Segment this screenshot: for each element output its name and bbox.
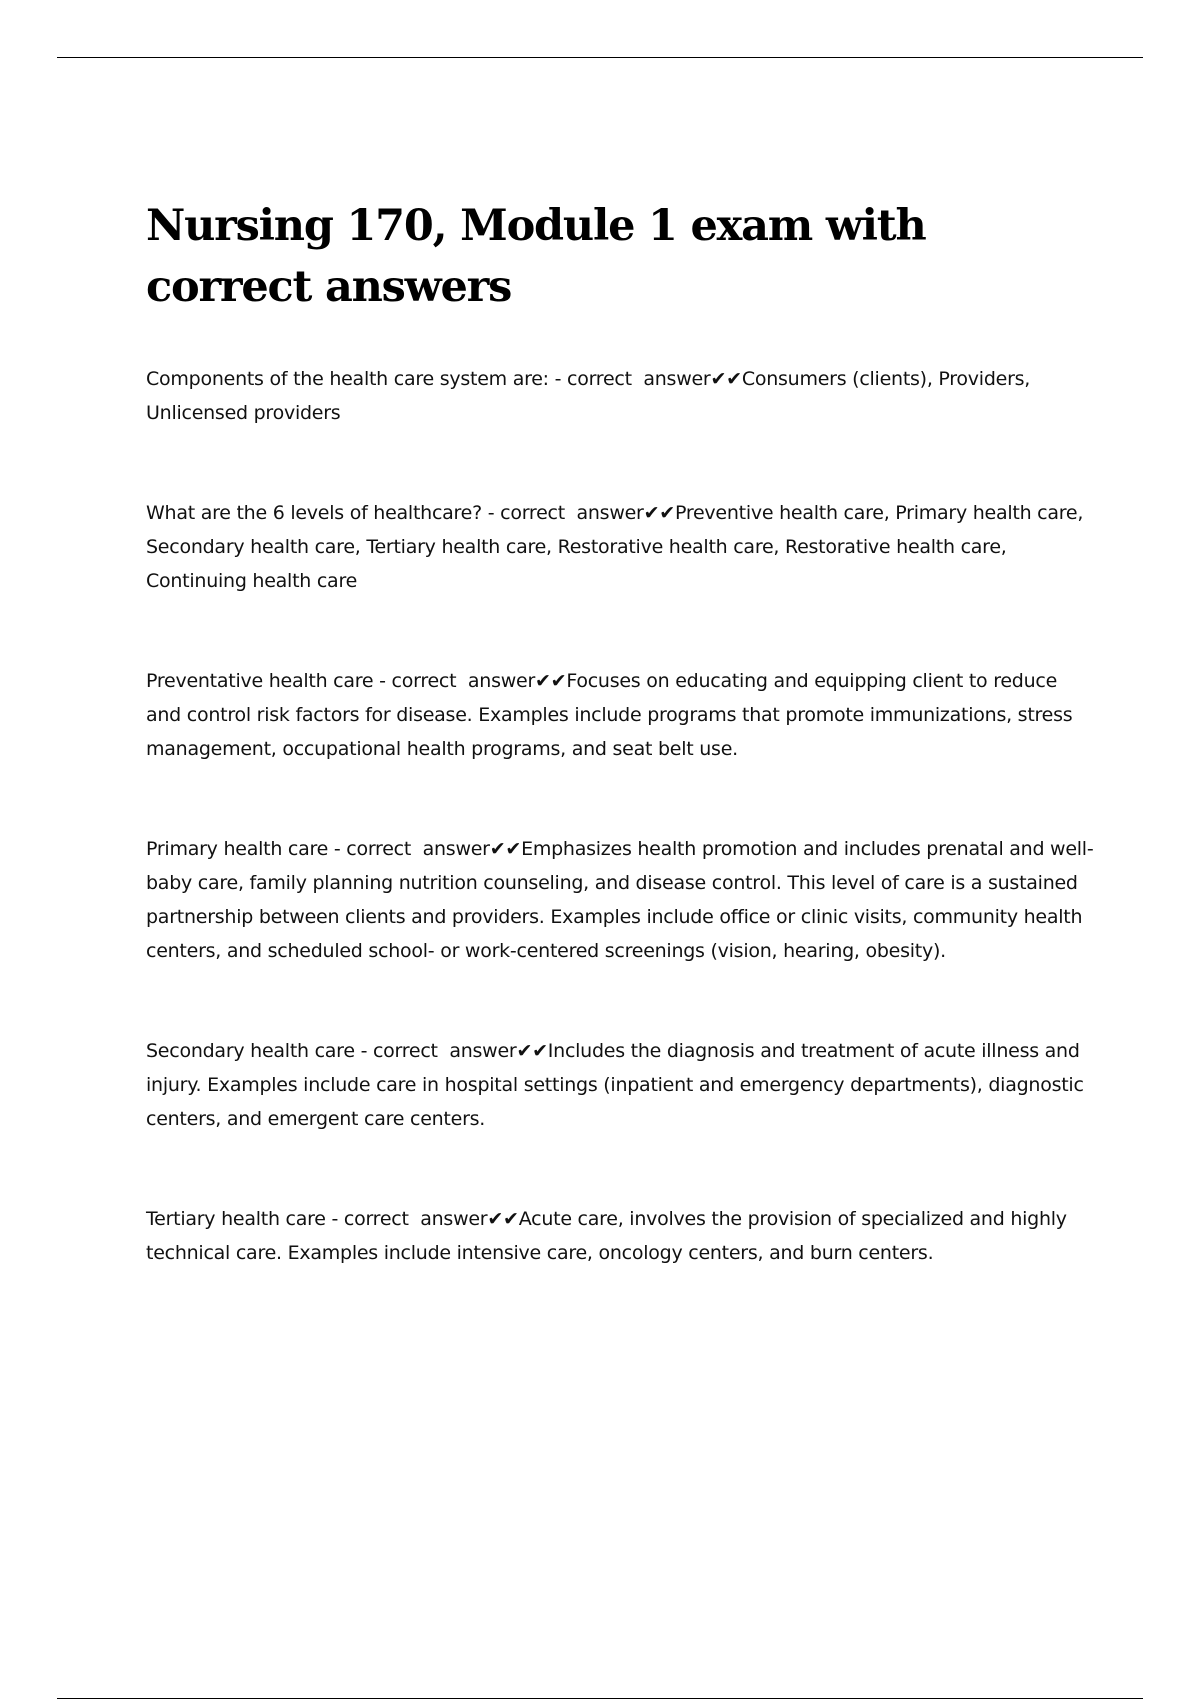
question-text: Preventative health care bbox=[146, 670, 374, 692]
correct-answer-marker: - correct answer✔✔ bbox=[328, 838, 522, 860]
qa-list bbox=[146, 362, 1096, 1270]
answer-text: Focuses on educating and equipping client to reduce and control risk factors for disease. Examples include programs that promote immunizations, stress management, occupational health programs, and seat belt use. bbox=[146, 670, 1073, 760]
answer-text: Includes the diagnosis and treatment of acute illness and injury. Examples include care in hospital settings (inpatient and emergency departments), diagnostic centers, and emergent care centers. bbox=[146, 1040, 1084, 1130]
question-text: Primary health care bbox=[146, 838, 329, 860]
answer-text: Emphasizes health promotion and includes prenatal and well-baby care, family planning nutrition counseling, and disease control. This level of care is a sustained partnership between clients and providers. Examples include office or clinic visits, community health centers, and scheduled school- or work-centered screenings (vision, hearing, obesity). bbox=[146, 838, 1094, 962]
correct-answer-marker: - correct answer✔✔ bbox=[481, 502, 675, 524]
question-text: What are the 6 levels of healthcare? bbox=[146, 502, 482, 524]
qa-item bbox=[146, 362, 1096, 430]
qa-item bbox=[146, 1034, 1096, 1136]
qa-item bbox=[146, 496, 1096, 598]
correct-answer-marker: - correct answer✔✔ bbox=[325, 1208, 519, 1230]
correct-answer-marker: - correct answer✔✔ bbox=[354, 1040, 548, 1062]
question-text: Components of the health care system are: bbox=[146, 368, 549, 390]
correct-answer-marker: - correct answer✔✔ bbox=[548, 368, 742, 390]
qa-item bbox=[146, 664, 1096, 766]
bottom-rule bbox=[57, 1698, 1143, 1699]
correct-answer-marker: - correct answer✔✔ bbox=[373, 670, 567, 692]
document-body bbox=[146, 196, 1096, 1336]
question-text: Secondary health care bbox=[146, 1040, 355, 1062]
qa-item bbox=[146, 1202, 1096, 1270]
answer-text: Consumers (clients), Providers, Unlicensed providers bbox=[146, 368, 1031, 424]
answer-text: Preventive health care, Primary health care, Secondary health care, Tertiary health care, Restorative health care, Restorative health care, Continuing health care bbox=[146, 502, 1084, 592]
document-title: Nursing 170, Module 1 exam with correct answers bbox=[146, 201, 926, 312]
question-text: Tertiary health care bbox=[146, 1208, 326, 1230]
top-rule bbox=[57, 57, 1143, 58]
answer-text: Acute care, involves the provision of specialized and highly technical care. Examples include intensive care, oncology centers, and burn centers. bbox=[146, 1208, 1067, 1264]
qa-item bbox=[146, 832, 1096, 968]
